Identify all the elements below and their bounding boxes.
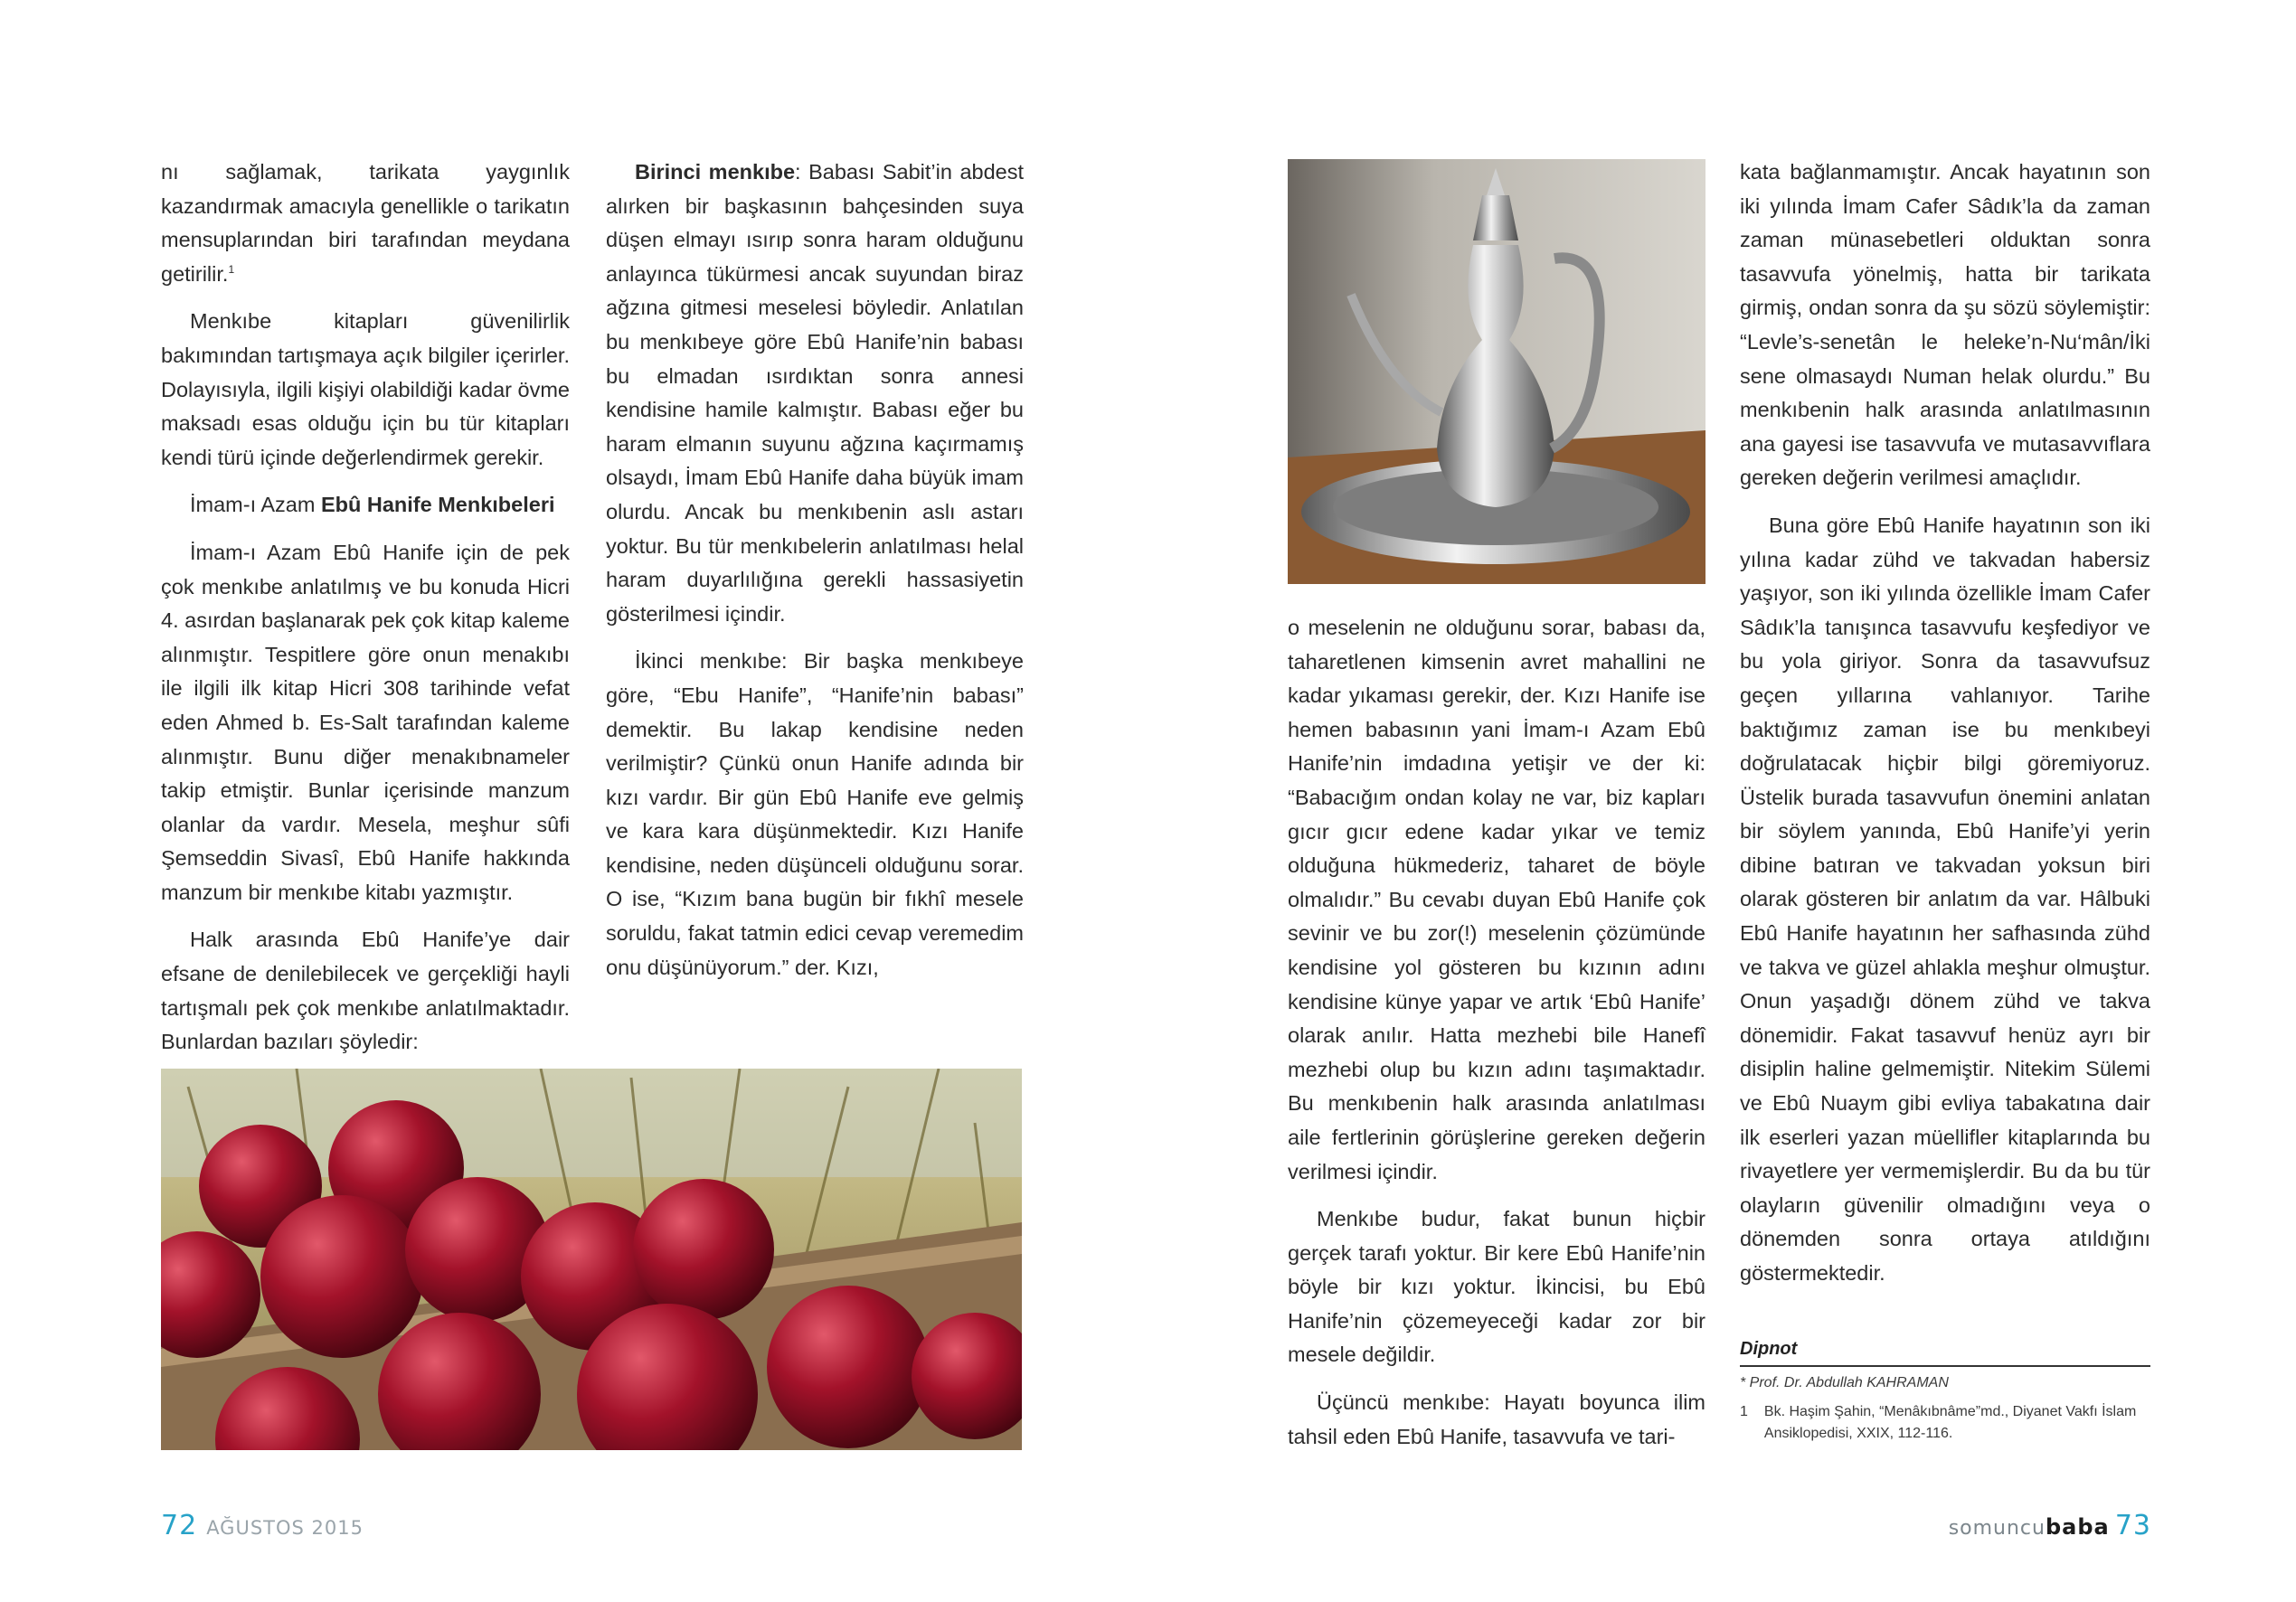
paragraph: o meselenin ne olduğunu sorar, babası da, taharetlenen kimsenin avret mahallini ne kadar yıkaması gerekir, der. Kızı Hanife ise hemen babasının yani İmam-ı Azam Ebû Hanife’nin imdadına yetişir ve der ki: “Babacığım ondan kolay ne var, biz kapları gıcır gıcır edene kadar yıkar ve temiz olduğuna hükmederiz, taharet de böyle olmalıdır.” Bu cevabı duyan Ebû Hanife çok sevinir ve bu zor(!) meselenin çözümünde kendisine yol gösteren bu kızının adını kendisine künye yapar ve artık ‘Ebû Hanife’ olarak anılır. Hatta mezhebi bile Hanefî mezhebi olup bu kızın adını taşımaktadır. Bu menkıbenin halk arasında anlatılması aile fertlerinin görüşlerine gereken değerin verilmesi içindir.: [1288, 616, 1705, 1183]
paragraph: Üçüncü menkıbe: Hayatı boyunca ilim tahsil eden Ebû Hanife, tasavvufa ve tari-: [1288, 1390, 1705, 1448]
apples-photo: [161, 1069, 1022, 1450]
paragraph: Menkıbe kitapları güvenilirlik bakımından tartışmaya açık bilgiler içerirler. Dolayısıyla, ilgili kişiyi olabildiği kadar övme maksadı esas olduğu için bu tür kitapları kendi türü içinde değerlendirmek gerekir.: [161, 309, 570, 469]
paragraph: Halk arasında Ebû Hanife’ye dair efsane de denilebilecek ve gerçekliği hayli tartışmalı pek çok menkıbe anlatılmaktadır. Bunlardan bazıları şöyledir:: [161, 928, 570, 1054]
paragraph: kata bağlanmamıştır. Ancak hayatının son iki yılında İmam Cafer Sâdık’la da zaman zaman münasebetleri olduktan sonra tasavvufa yönelmiş, hatta bir tarikata girmiş, ondan sonra da şu sözü söylemiştir: “Levle’s-senetân le heleke’n-Nu‘mân/İki sene olmasaydı Numan helak olurdu.” Bu menkıbenin halk arasında anlatılmasının ana gayesi ise tasavvufa ve mutasavvıflara gereken değerin verilmesi amaçlıdır.: [1740, 160, 2150, 490]
author-credit: * Prof. Dr. Abdullah KAHRAMAN: [1740, 1375, 1949, 1390]
paragraph: Menkıbe budur, fakat bunun hiçbir gerçek tarafı yoktur. Bir kere Ebû Hanife’nin böyle bir kızı yoktur. İkincisi, bu Ebû Hanife’nin çözemeyeceği kadar zor bir mesele değildir.: [1288, 1207, 1705, 1367]
footnote-item: 1 Bk. Haşim Şahin, “Menâkıbnâme”md., Diyanet Vakfı İslam Ansiklopedisi, XXIX, 112-116.: [1740, 1404, 2137, 1441]
paragraph: Buna göre Ebû Hanife hayatının son iki yılına kadar zühd ve takvadan habersiz yaşıyor, son iki yılında özellikle İmam Cafer Sâdık’la tanışınca tasavvufu keşfediyor ve bu yola giriyor. Sonra da tasavvufsuz geçen yıllarına vahlanıyor. Tarihe baktığımız zaman ise bu menkıbeyi doğrulatacak hiçbir bilgi göremiyoruz. Üstelik burada tasavvufun önemini anlatan bir söylem yanında, Ebû Hanife’yi yerin dibine batıran ve takvadan yoksun biri olarak gösteren bir anlatım da var. Hâlbuki Ebû Hanife hayatının her safhasında zühd ve takva ve güzel ahlakla meşhur olmuştur. Onun yaşadığı dönem zühd ve takva dönemidir. Fakat tasavvuf henüz ayrı bir disiplin haline gelmemiştir. Nitekim Sülemi ve Ebû Nuaym gibi evliya tabakatına dair ilk eserleri yazan müellifler kitaplarında bu rivayetlere yer vermemişlerdir. Bu da bu tür olayların güvenilir olmadığını veya o dönemden sonra ortaya atıldığını göstermektedir.: [1740, 513, 2150, 1285]
footnotes-title: Dipnot: [1740, 1338, 2150, 1367]
section-heading: İmam-ı Azam Ebû Hanife Menkıbeleri: [190, 493, 555, 517]
paragraph: Birinci menkıbe: Babası Sabit’in abdest alırken bir başkasının bahçesinden suya düşen elmayı ısırıp sonra haram olduğunu anlayınca tükürmesi ancak suyundan biraz ağzına gitmesi meselesi böyledir. Anlatılan bu menkıbeye göre Ebû Hanife’nin babası bu elmadan ısırdıktan sonra annesi kendisine hamile kalmıştır. Babası eğer bu haram elmanın suyunu ağzına kaçırmamış olsaydı, İmam Ebû Hanife daha büyük imam olurdu. Ancak bu menkıbenin aslı astarı yoktur. Bu tür menkıbelerin anlatılması helal haram duyarlılığına gerekli hassasiyetin gösterilmesi içindir.: [606, 160, 1025, 626]
right-column-2: [1740, 155, 2150, 1305]
page-number-right: somuncubaba 73: [1948, 1510, 2151, 1541]
paragraph: nı sağlamak, tarikata yaygınlık kazandırmak amacıyla genellikle o tarikatın mensuplarından biri tarafından meydana getirilir.$^1$: [161, 160, 570, 286]
paragraph: İmam-ı Azam Ebû Hanife için de pek çok menkıbe anlatılmış ve bu konuda Hicri 4. asırdan başlanarak pek çok kitap kaleme alınmıştır. Tespitlere göre onun menakıbı ile ilgili ilk kitap Hicri 308 tarihinde vefat eden Ahmed b. Es-Salt tarafından kaleme alınmıştır. Bunu diğer menakıbnameler takip etmiştir. Bunlar içerisinde manzum olanlar da vardır. Mesela, meşhur sûfi Şemseddin Sivasî, Ebû Hanife hakkında manzum bir menkıbe kitabı yazmıştır.: [161, 540, 570, 904]
right-column-1: [1288, 611, 1705, 1467]
paragraph: İkinci menkıbe: Bir başka menkıbeye göre, “Ebu Hanife”, “Hanife’nin babası” demektir. Bu lakap kendisine neden verilmiştir? Çünkü onun Hanife adında bir kızı vardır. Bir gün Ebû Hanife eve gelmiş ve kara kara düşünmektedir. Kızı Hanife kendisine, neden düşünceli olduğunu sorar. O ise, “Kızım bana bugün bir fıkhî mesele soruldu, fakat tatmin edici cevap veremedim onu düşünüyorum.” der. Kızı,: [606, 649, 1024, 979]
left-column-1: [161, 155, 570, 1073]
page-number-left: 72 AĞUSTOS 2015: [161, 1510, 364, 1541]
ewer-photo: [1288, 159, 1705, 584]
footnotes: [1740, 1338, 2150, 1445]
left-column-2: [606, 155, 1024, 998]
footnote-marker: 1: [228, 262, 235, 276]
